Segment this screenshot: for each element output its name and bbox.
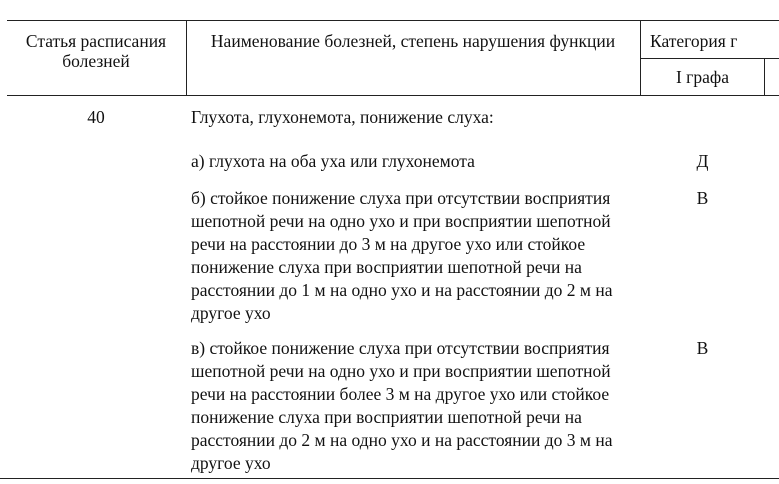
header-article: Статья расписания болезней [25, 31, 167, 71]
disease-title: Глухота, глухонемота, понижение слуха: [191, 107, 494, 127]
table-top-border [7, 20, 779, 21]
column-divider-1 [186, 20, 187, 95]
category-value-b: В [696, 188, 709, 208]
table-bottom-border [0, 478, 779, 479]
header-disease-name: Наименование болезней, степень нарушения функции [210, 31, 616, 51]
table-header-bottom-border [7, 95, 779, 96]
list-item-a: а) глухота на оба уха или глухонемота [191, 151, 475, 171]
category-value-c: В [696, 338, 709, 358]
header-graph-1: I графа [675, 67, 729, 87]
category-value-a: Д [696, 151, 709, 171]
header-category: Категория г [650, 31, 738, 51]
category-subheader-divider [641, 58, 779, 59]
list-item-c: в) стойкое понижение слуха при отсутствии восприятия шепотной речи на одно ухо и при восприятии шепотной речи на расстоянии более 3 м на другое ухо или стойкое понижение слуха при восприятии шепотной речи на расстоянии до 2 м на одно ухо и на расстоянии до 3 м на другое ухо [191, 338, 613, 473]
article-number: 40 [87, 107, 105, 127]
list-item-b: б) стойкое понижение слуха при отсутствии восприятия шепотной речи на одно ухо и при восприятии шепотной речи на расстоянии до 3 м на другое ухо или стойкое понижение слуха при восприятии шепотной речи на расстоянии до 1 м на одно ухо и на расстоянии до 2 м на другое ухо [191, 188, 613, 323]
column-divider-3 [764, 58, 765, 95]
